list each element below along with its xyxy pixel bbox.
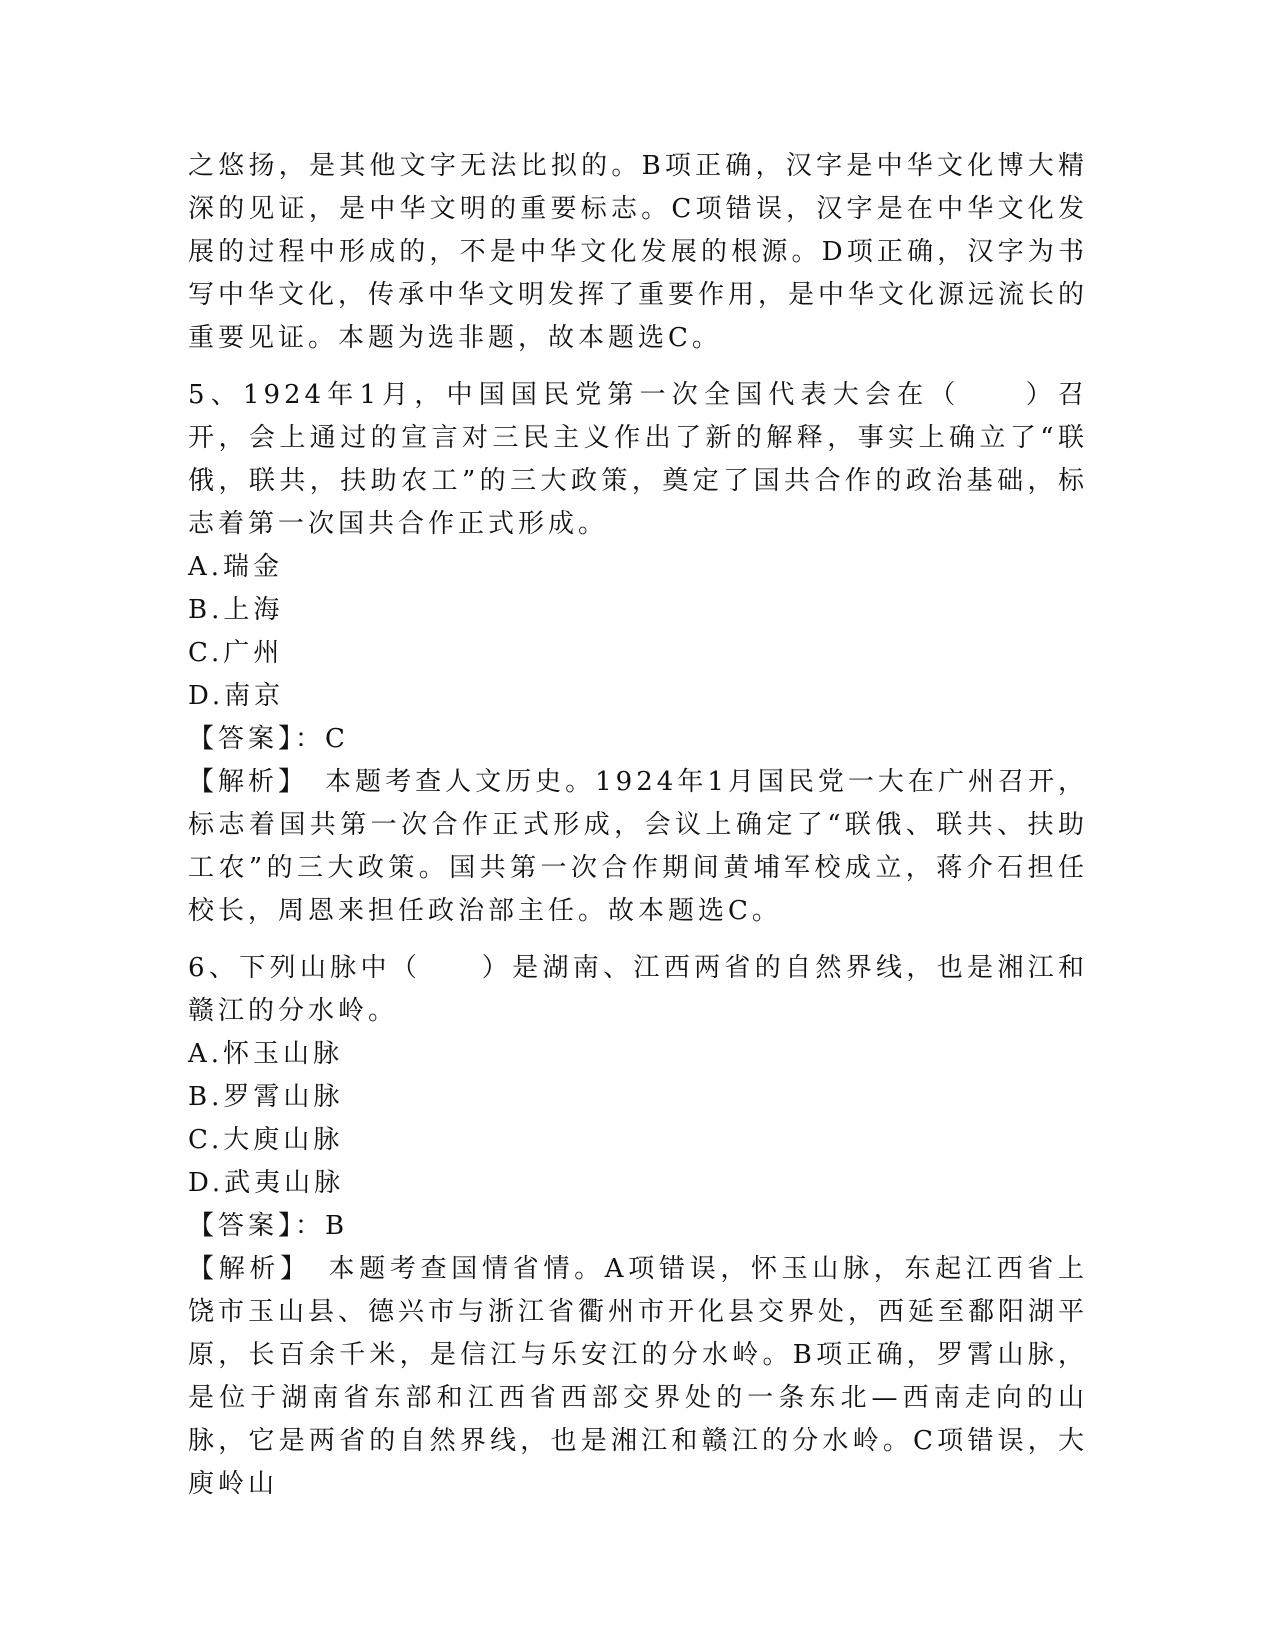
explanation-label: 【解析】 <box>188 1254 298 1284</box>
question-stem: 5、1924年1月，中国国民党第一次全国代表大会在（ ）召开，会上通过的宣言对三民主义作出了新的解释，事实上确立了“联俄，联共，扶助农工”的三大政策，奠定了国共合作的政治基础，标志着第一次国共合作正式形成。 <box>188 380 1088 539</box>
answer-line <box>188 1205 1088 1248</box>
option-b: B.罗霄山脉 <box>188 1082 344 1112</box>
option-a: A.瑞金 <box>188 552 284 582</box>
explanation-text: 本题考查国情省情。A项错误，怀玉山脉，东起江西省上饶市玉山县、德兴市与浙江省衢州市开化县交界处，西延至鄱阳湖平原，长百余千米，是信江与乐安江的分水岭。B项正确，罗霄山脉，是位于湖南省东部和江西省西部交界处的一条东北—西南走向的山脉，它是两省的自然界线，也是湘江和赣江的分水岭。C项错误，大庾岭山 <box>188 1254 1089 1499</box>
option-c: C.大庾山脉 <box>188 1125 344 1155</box>
question-stem: 6、下列山脉中（ ）是湖南、江西两省的自然界线，也是湘江和赣江的分水岭。 <box>188 953 1088 1026</box>
answer-value: ：C <box>295 724 349 754</box>
answer-label: 【答案】 <box>188 1211 296 1241</box>
option-b: B.上海 <box>188 595 284 625</box>
spacer <box>188 360 1088 374</box>
explanation <box>188 1248 1088 1506</box>
document-page <box>188 145 1088 1506</box>
option-c: C.广州 <box>188 638 284 668</box>
explanation-text: 本题考查人文历史。1924年1月国民党一大在广州召开，标志着国共第一次合作正式形成，会议上确定了“联俄、联共、扶助工农”的三大政策。国共第一次合作期间黄埔军校成立，蒋介石担任校长，周恩来担任政治部主任。故本题选C。 <box>188 767 1088 926</box>
option-d: D.南京 <box>188 681 285 711</box>
option-d: D.武夷山脉 <box>188 1168 345 1198</box>
question-6 <box>188 947 1088 1506</box>
answer-label: 【答案】 <box>188 724 296 754</box>
previous-explanation-continuation: 之悠扬，是其他文字无法比拟的。B项正确，汉字是中华文化博大精深的见证，是中华文明的重要标志。C项错误，汉字是在中华文化发展的过程中形成的，不是中华文化发展的根源。D项正确，汉字为书写中华文化，传承中华文明发挥了重要作用，是中华文化源远流长的重要见证。本题为选非题，故本题选C。 <box>188 151 1089 353</box>
explanation-label: 【解析】 <box>188 767 296 797</box>
option-a: A.怀玉山脉 <box>188 1039 344 1069</box>
answer-value: ：B <box>295 1211 349 1241</box>
answer-line <box>188 718 1088 761</box>
explanation <box>188 761 1088 933</box>
spacer <box>188 933 1088 947</box>
question-5 <box>188 374 1088 933</box>
